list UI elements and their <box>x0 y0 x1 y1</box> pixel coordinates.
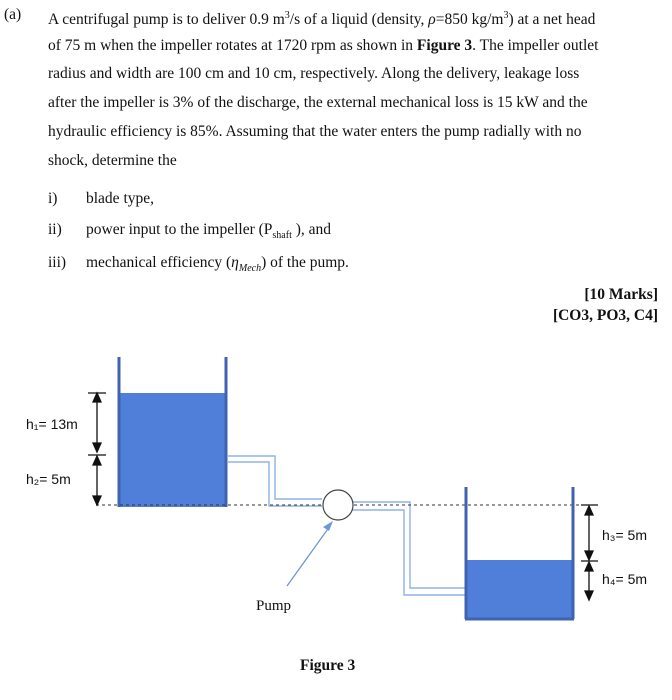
figure-caption: Figure 3 <box>300 657 356 674</box>
course-outcomes-label: [CO3, PO3, C4] <box>552 307 658 324</box>
question-label: (a) <box>4 6 22 23</box>
item-text-3: mechanical efficiency $(\eta_{Mech})$ of the pump. <box>86 254 349 275</box>
question-line-2: of 75 m when the impeller rotates at 1720 rpm as shown in Figure 3. The impeller outlet <box>48 37 599 54</box>
question-line-4: after the impeller is 3% of the discharge, the external mechanical loss is 15 kW and the <box>48 94 588 111</box>
h1-label: h₁= 13m <box>26 416 78 432</box>
item-text-1: blade type, <box>86 190 155 207</box>
question-line-6: shock, determine the <box>48 152 177 169</box>
h3-dimension-arrow <box>581 505 598 560</box>
suction-pipe <box>227 456 322 506</box>
question-line-3: radius and width are 100 cm and 10 cm, respectively. Along the delivery, leakage loss <box>48 65 580 82</box>
question-line-5: hydraulic efficiency is 85%. Assuming that the water enters the pump radially with no <box>48 123 582 140</box>
item-number-1: i) <box>48 190 58 207</box>
item-number-2: ii) <box>48 221 62 238</box>
h3-label: h₃= 5m <box>602 527 648 543</box>
upper-tank-water <box>120 393 225 507</box>
item-text-2: power input to the impeller ($P_{shaft}$ ), and <box>86 221 332 242</box>
lower-tank-water <box>467 560 572 618</box>
item-number-3: iii) <box>48 254 67 271</box>
h2-label: h₂= 5m <box>26 471 71 487</box>
h1-dimension-arrow <box>88 393 106 452</box>
h4-dimension-arrow <box>581 561 598 600</box>
pump-label: Pump <box>256 598 292 614</box>
h2-dimension-arrow <box>88 455 106 505</box>
h4-label: h₄= 5m <box>602 571 648 587</box>
pump-icon <box>323 490 353 520</box>
marks-label: [10 Marks] <box>584 286 658 303</box>
pump-pointer-arrow <box>287 521 333 586</box>
question-line-1: A centrifugal pump is to deliver 0.9 $m^3/s$ of a liquid (density, ρ=850 $kg/m^3$) at a net head <box>48 10 596 29</box>
delivery-pipe <box>352 502 467 595</box>
